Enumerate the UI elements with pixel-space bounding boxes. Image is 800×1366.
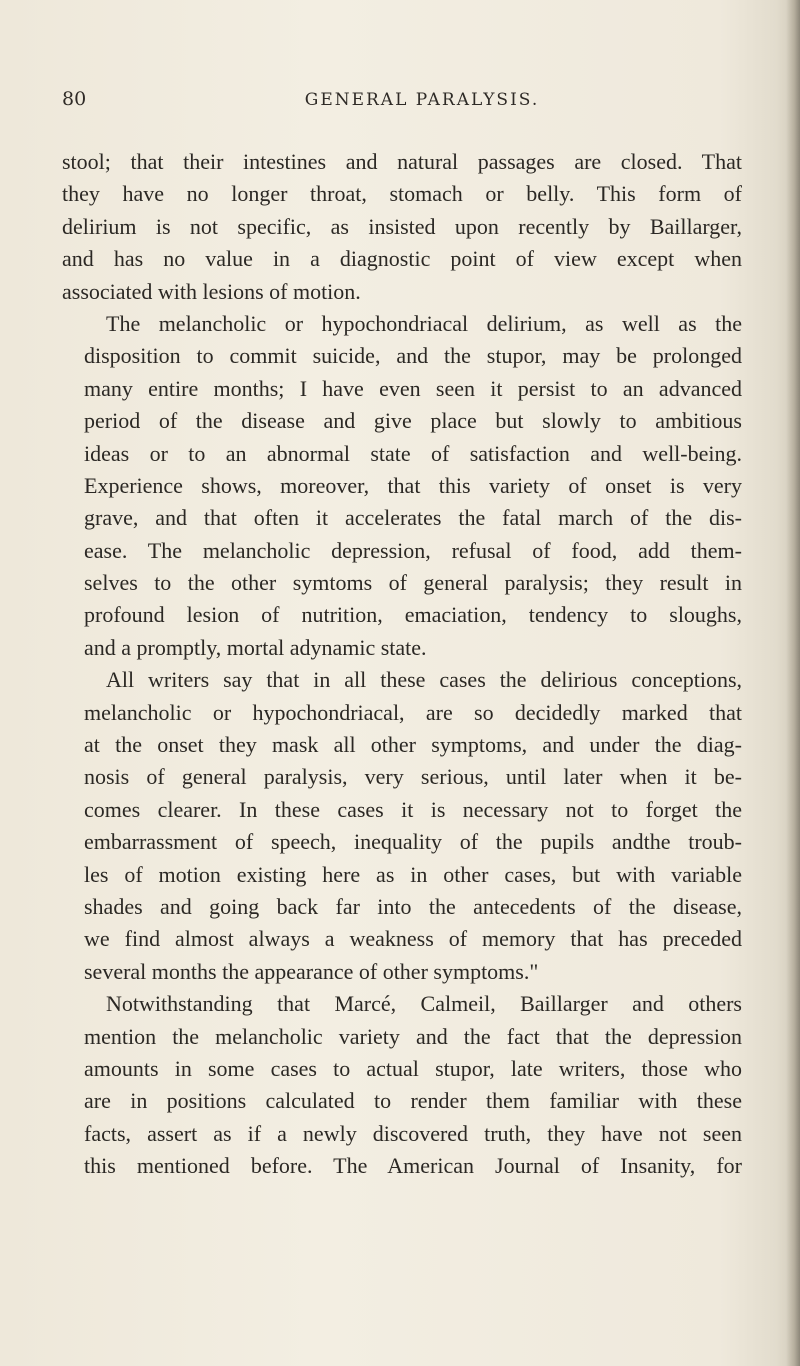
paragraph: [62, 308, 742, 664]
text-line: mention the melancholic variety and the fact that the depression: [84, 1023, 742, 1049]
text-line: disposition to commit suicide, and the stupor, may be prolonged: [84, 343, 742, 369]
text-line: Notwithstanding that Marcé, Calmeil, Baillarger and others: [106, 991, 742, 1017]
text-line: this mentioned before. The American Journal of Insanity, for: [84, 1153, 742, 1179]
text-line: Experience shows, moreover, that this variety of onset is very: [84, 472, 742, 498]
text-line: les of motion existing here as in other cases, but with variable: [84, 861, 742, 887]
text-line: are in positions calculated to render them familiar with these: [84, 1088, 742, 1114]
text-line: and a promptly, mortal adynamic state.: [84, 634, 427, 660]
text-line: All writers say that in all these cases the delirious conceptions,: [106, 667, 742, 693]
text-line: period of the disease and give place but slowly to ambitious: [84, 408, 742, 434]
text-line: profound lesion of nutrition, emaciation, tendency to sloughs,: [84, 602, 742, 628]
page-edge-shadow: [786, 0, 800, 1366]
text-line: stool; that their intestines and natural passages are closed. That: [62, 149, 742, 174]
text-line: they have no longer throat, stomach or belly. This form of: [62, 181, 742, 207]
paragraph: [62, 988, 742, 1182]
text-line: facts, assert as if a newly discovered truth, they have not seen: [84, 1120, 742, 1146]
text-line: nosis of general paralysis, very serious, until later when it be-: [84, 764, 742, 790]
text-line: delirium is not specific, as insisted upon recently by Baillarger,: [62, 213, 742, 239]
text-line: several months the appearance of other symptoms.": [84, 958, 539, 984]
text-line: ease. The melancholic depression, refusal of food, add them-: [84, 537, 742, 563]
text-line: comes clearer. In these cases it is necessary not to forget the: [84, 796, 742, 822]
text-line: and has no value in a diagnostic point of view except when: [62, 246, 742, 272]
text-line: grave, and that often it accelerates the fatal march of the dis-: [84, 505, 742, 531]
page-number: 80: [62, 88, 87, 110]
running-head: GENERAL PARALYSIS.: [304, 90, 540, 110]
text-line: ideas or to an abnormal state of satisfaction and well-being.: [84, 440, 742, 466]
text-line: shades and going back far into the antecedents of the disease,: [84, 893, 742, 919]
text-line: selves to the other symtoms of general paralysis; they result in: [84, 570, 742, 596]
page-header: [62, 88, 742, 128]
text-line: at the onset they mask all other symptoms, and under the diag-: [84, 732, 742, 758]
paragraph: [62, 664, 742, 988]
text-line: associated with lesions of motion.: [62, 278, 361, 304]
text-line: The melancholic or hypochondriacal delirium, as well as the: [106, 310, 742, 336]
paragraph: [62, 146, 742, 308]
text-line: embarrassment of speech, inequality of the pupils andthe troub-: [84, 829, 742, 855]
text-line: melancholic or hypochondriacal, are so decidedly marked that: [84, 699, 742, 725]
text-line: amounts in some cases to actual stupor, late writers, those who: [84, 1055, 742, 1081]
text-line: we find almost always a weakness of memory that has preceded: [84, 926, 742, 952]
text-line: many entire months; I have even seen it persist to an advanced: [84, 375, 742, 401]
body-text: [62, 146, 742, 1183]
